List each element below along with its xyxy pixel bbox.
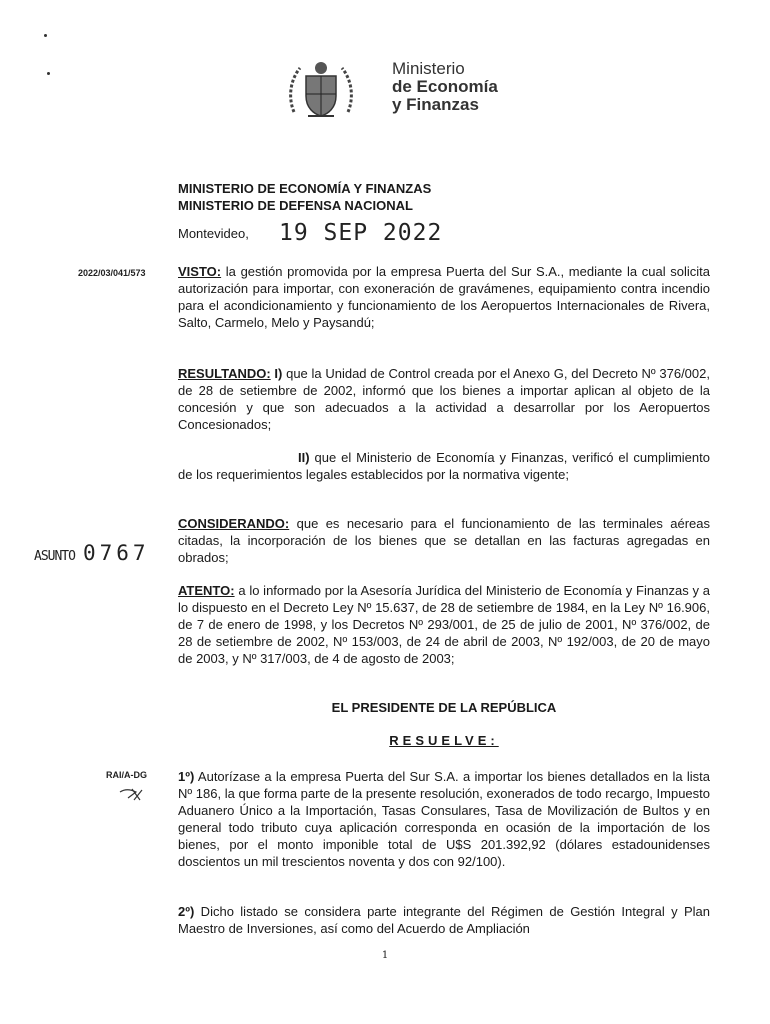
asunto-stamp — [34, 541, 150, 565]
page-number: 1 — [381, 950, 389, 961]
atento-paragraph — [178, 582, 710, 667]
initials: RAI/A-DG — [106, 770, 147, 780]
article-2-paragraph — [178, 903, 710, 937]
visto-paragraph — [178, 263, 710, 331]
resultando-item-1-number: I) — [270, 366, 283, 381]
atento-label: ATENTO: — [178, 583, 235, 598]
handwritten-initials-icon — [118, 786, 148, 802]
resultando-item-2-paragraph — [178, 449, 710, 483]
coat-of-arms-icon — [286, 58, 356, 124]
logo-line-1: Ministerio — [392, 59, 465, 78]
ministry-logo-text — [392, 60, 498, 114]
article-2-text: Dicho listado se considera parte integrante del Régimen de Gestión Integral y Plan Maestro de Inversiones, así como del Acuerdo de Ampliación — [178, 904, 710, 936]
asunto-number: 0767 — [82, 541, 150, 565]
date-stamp: 19 SEP 2022 — [279, 220, 443, 246]
file-number: 2022/03/041/573 — [78, 268, 146, 278]
asunto-label: ASUNTO — [34, 549, 75, 564]
considerando-paragraph — [178, 515, 710, 566]
considerando-label: CONSIDERANDO: — [178, 516, 290, 531]
atento-text: a lo informado por la Asesoría Jurídica del Ministerio de Economía y Finanzas y a lo dispuesto en el Decreto Ley Nº 15.637, de 28 de setiembre de 1984, en la Ley Nº 16.906, de 7 de enero de 1998, y los Decretos Nº 293/001, de 25 de julio de 2001, Nº 376/002, de 28 de setiembre de 2002, Nº 153/003, de 24 de abril de 2003, Nº 192/003, de 20 de mayo de 2003, y Nº 317/003, de 4 de agosto de 2003; — [178, 583, 710, 666]
considerando-text: que es necesario para el funcionamiento de las terminales aéreas citadas, la incorporación de los bienes que se detallan en las facturas agregadas en obrados; — [178, 516, 710, 565]
resuelve-label: RESUELVE: — [389, 733, 499, 748]
article-1-paragraph — [178, 768, 710, 870]
article-2-number: 2º) — [178, 904, 195, 919]
article-1-text: Autorízase a la empresa Puerta del Sur S.A. a importar los bienes detallados en la lista Nº 186, la que forma parte de la presente resolución, exonerados de todo recargo, Impuesto Aduanero Único a la Importación, Tasas Consulares, Tasa de Movilización de Bultos y en general todo tributo cuya aplicación corresponda en ocasión de la importación de los bienes, por el monto imponible total de U$S 201.392,92 (dólares estadounidenses doscientos un mil trescientos noventa y dos con 92/100). — [178, 769, 710, 869]
visto-label: VISTO: — [178, 264, 222, 279]
resultando-item-2-number: II) — [298, 450, 310, 465]
logo-line-3: y Finanzas — [392, 95, 479, 114]
president-heading: EL PRESIDENTE DE LA REPÚBLICA — [331, 700, 557, 715]
resultando-item-2-text: que el Ministerio de Economía y Finanzas, verificó el cumplimiento de los requerimientos legales establecidos por la normativa vigente; — [178, 450, 710, 482]
resultando-label: RESULTANDO: — [178, 366, 271, 381]
issuing-ministries — [178, 180, 431, 214]
resuelve-heading — [178, 733, 710, 748]
logo-line-2: de Economía — [392, 77, 498, 96]
ministry-line-1: MINISTERIO DE ECONOMÍA Y FINANZAS — [178, 181, 432, 196]
resultando-item-1-text: que la Unidad de Control creada por el Anexo G, del Decreto Nº 376/002, de 28 de setiembre de 2002, informó que los bienes a importar aplican al objeto de la concesión y que son adecuados a la actividad a desarrollar por los Aeropuertos Concesionados; — [178, 366, 710, 432]
visto-text: la gestión promovida por la empresa Puerta del Sur S.A., mediante la cual solicita autorización para importar, con exoneración de gravámenes, equipamiento contra incendio para el acondicionamiento y funcionamiento de los Aeropuertos Internacionales de Rivera, Salto, Carmelo, Melo y Paysandú; — [178, 264, 710, 330]
article-1-number: 1º) — [178, 769, 195, 784]
ministry-line-2: MINISTERIO DE DEFENSA NACIONAL — [178, 198, 413, 213]
scan-speck — [44, 34, 47, 37]
place-label: Montevideo, — [178, 226, 249, 241]
scan-speck — [47, 72, 50, 75]
resultando-paragraph — [178, 365, 710, 433]
